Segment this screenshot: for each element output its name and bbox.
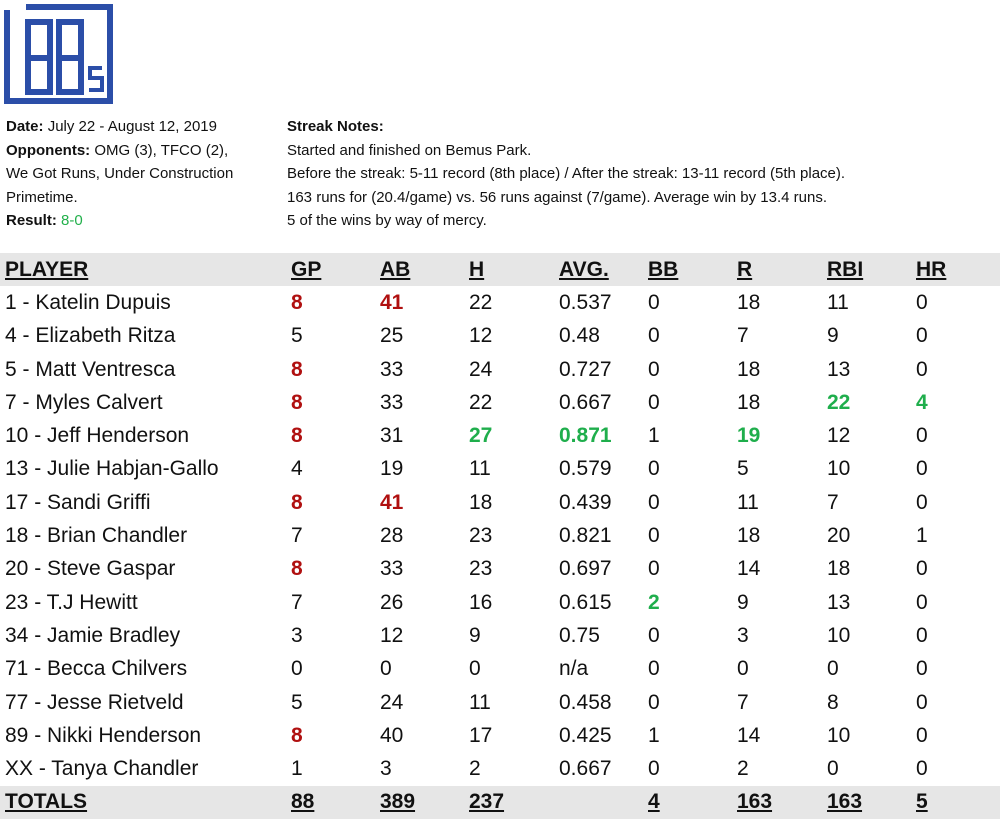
stat-cell-hr: 0 — [916, 357, 928, 381]
stat-cell-avg: 0.458 — [559, 690, 612, 714]
player-stats-table — [0, 253, 1000, 819]
stat-cell-hr: 0 — [916, 324, 928, 348]
stat-cell-hr: 0 — [916, 424, 928, 448]
player-name-cell: 71 - Becca Chilvers — [5, 657, 188, 681]
stat-cell-bb: 0 — [648, 390, 660, 414]
stat-cell-ab: 19 — [380, 457, 404, 481]
stat-cell-hr: 0 — [916, 490, 928, 514]
player-name-cell: 10 - Jeff Henderson — [5, 424, 190, 448]
column-header-ab: AB — [380, 257, 411, 281]
stat-cell-avg: 0.48 — [559, 324, 600, 348]
stat-cell-ab: 3 — [380, 757, 392, 781]
stat-cell-avg: 0.871 — [559, 424, 612, 448]
opponents-line — [6, 139, 282, 163]
total-cell-r: 163 — [737, 790, 773, 814]
streak-note: Started and finished on Bemus Park. — [287, 141, 532, 159]
stat-cell-ab: 24 — [380, 690, 404, 714]
stat-cell-r: 2 — [737, 757, 749, 781]
stat-cell-ab: 28 — [380, 524, 404, 548]
stat-cell-ab: 41 — [380, 490, 404, 514]
stat-cell-hr: 0 — [916, 590, 928, 614]
stat-cell-bb: 0 — [648, 690, 660, 714]
table-header-row — [0, 253, 1000, 286]
stat-cell-h: 16 — [469, 590, 493, 614]
total-cell-h: 237 — [469, 790, 505, 814]
player-name-cell: 23 - T.J Hewitt — [5, 590, 138, 614]
player-name-cell: XX - Tanya Chandler — [5, 757, 199, 781]
stat-cell-bb: 0 — [648, 290, 660, 314]
table-row — [0, 286, 1000, 319]
team-logo-icon — [4, 4, 116, 104]
stat-cell-h: 24 — [469, 357, 493, 381]
table-row — [0, 353, 1000, 386]
stat-cell-rbi: 10 — [827, 723, 851, 747]
stat-cell-r: 3 — [737, 623, 749, 647]
stat-cell-avg: 0.439 — [559, 490, 612, 514]
stat-cell-h: 9 — [469, 623, 481, 647]
column-header-bb: BB — [648, 257, 679, 281]
stat-cell-h: 23 — [469, 524, 493, 548]
stat-cell-rbi: 10 — [827, 457, 851, 481]
column-header-gp: GP — [291, 257, 322, 281]
stat-cell-h: 0 — [469, 657, 481, 681]
stat-cell-gp: 4 — [291, 457, 303, 481]
streak-notes — [287, 115, 987, 233]
streak-note: 5 of the wins by way of mercy. — [287, 212, 487, 229]
stat-cell-bb: 0 — [648, 490, 660, 514]
date-value: July 22 - August 12, 2019 — [47, 118, 217, 135]
table-row — [0, 486, 1000, 519]
opponents-line-3: Primetime. — [6, 188, 78, 206]
column-header-hr: HR — [916, 257, 947, 281]
table-row — [0, 553, 1000, 586]
column-header-rbi: RBI — [827, 257, 864, 281]
total-cell-bb: 4 — [648, 790, 660, 814]
opponents-value: OMG (3), TFCO (2), — [94, 141, 229, 159]
stat-cell-hr: 1 — [916, 524, 928, 548]
stat-cell-gp: 8 — [291, 290, 303, 314]
stat-cell-rbi: 7 — [827, 490, 839, 514]
stat-cell-avg: 0.425 — [559, 723, 612, 747]
stat-cell-rbi: 11 — [827, 290, 849, 314]
stat-cell-gp: 1 — [291, 757, 303, 781]
stat-cell-r: 7 — [737, 324, 749, 348]
table-row — [0, 752, 1000, 785]
table-row — [0, 719, 1000, 752]
stat-cell-hr: 0 — [916, 623, 928, 647]
stat-cell-rbi: 9 — [827, 324, 839, 348]
stat-cell-rbi: 22 — [827, 390, 851, 414]
table-row — [0, 619, 1000, 652]
date-line — [6, 115, 282, 139]
stat-cell-h: 18 — [469, 490, 493, 514]
date-label: Date: — [6, 118, 44, 135]
stat-cell-rbi: 0 — [827, 757, 839, 781]
stat-cell-gp: 7 — [291, 524, 303, 548]
stat-cell-avg: 0.579 — [559, 457, 612, 481]
table-row — [0, 653, 1000, 686]
stat-cell-h: 11 — [469, 690, 491, 714]
stat-cell-gp: 8 — [291, 357, 303, 381]
stat-cell-bb: 0 — [648, 457, 660, 481]
stat-cell-ab: 12 — [380, 623, 404, 647]
table-row — [0, 453, 1000, 486]
table-row — [0, 320, 1000, 353]
stat-cell-rbi: 13 — [827, 357, 851, 381]
stat-cell-ab: 0 — [380, 657, 392, 681]
stat-cell-r: 5 — [737, 457, 749, 481]
stat-cell-gp: 8 — [291, 723, 303, 747]
table-row — [0, 386, 1000, 419]
stat-cell-r: 18 — [737, 524, 761, 548]
stat-cell-rbi: 8 — [827, 690, 839, 714]
result-label: Result: — [6, 212, 57, 229]
table-row — [0, 419, 1000, 452]
column-header-avg: AVG. — [559, 257, 609, 281]
stat-cell-hr: 4 — [916, 390, 928, 414]
stat-cell-bb: 0 — [648, 757, 660, 781]
total-cell-rbi: 163 — [827, 790, 863, 814]
stat-cell-bb: 0 — [648, 557, 660, 581]
stat-cell-h: 22 — [469, 290, 493, 314]
stat-cell-avg: 0.821 — [559, 524, 612, 548]
stat-cell-bb: 0 — [648, 657, 660, 681]
stat-cell-ab: 33 — [380, 390, 404, 414]
stat-cell-rbi: 18 — [827, 557, 851, 581]
stat-cell-avg: n/a — [559, 657, 589, 681]
stat-cell-bb: 0 — [648, 623, 660, 647]
stat-cell-avg: 0.697 — [559, 557, 612, 581]
stat-cell-h: 2 — [469, 757, 481, 781]
stat-cell-avg: 0.537 — [559, 290, 612, 314]
stat-cell-bb: 0 — [648, 357, 660, 381]
stat-cell-r: 0 — [737, 657, 749, 681]
player-name-cell: 7 - Myles Calvert — [5, 390, 163, 414]
streak-notes-title: Streak Notes: — [287, 118, 384, 135]
stat-cell-gp: 7 — [291, 590, 303, 614]
totals-row — [0, 786, 1000, 819]
stat-cell-ab: 25 — [380, 324, 404, 348]
stat-cell-ab: 41 — [380, 290, 404, 314]
stat-cell-gp: 8 — [291, 424, 303, 448]
opponents-label: Opponents: — [6, 141, 91, 159]
total-cell-ab: 389 — [380, 790, 416, 814]
stat-cell-avg: 0.667 — [559, 757, 612, 781]
stat-cell-h: 11 — [469, 457, 491, 481]
stat-cell-ab: 31 — [380, 424, 404, 448]
stat-cell-h: 27 — [469, 424, 493, 448]
stat-cell-ab: 33 — [380, 557, 404, 581]
stat-cell-hr: 0 — [916, 457, 928, 481]
stat-cell-r: 19 — [737, 424, 761, 448]
opponents-line-2: We Got Runs, Under Construction — [6, 165, 234, 182]
stat-cell-h: 23 — [469, 557, 493, 581]
stat-cell-bb: 1 — [648, 723, 660, 747]
stat-cell-gp: 3 — [291, 623, 303, 647]
stat-cell-ab: 40 — [380, 723, 404, 747]
column-header-player: PLAYER — [5, 257, 89, 281]
player-name-cell: 89 - Nikki Henderson — [5, 723, 202, 747]
stat-cell-hr: 0 — [916, 723, 928, 747]
stat-cell-bb: 0 — [648, 324, 660, 348]
stat-cell-ab: 26 — [380, 590, 404, 614]
player-name-cell: 4 - Elizabeth Ritza — [5, 324, 176, 348]
stat-cell-hr: 0 — [916, 757, 928, 781]
player-name-cell: 1 - Katelin Dupuis — [5, 290, 171, 314]
stat-cell-avg: 0.727 — [559, 357, 612, 381]
stat-cell-gp: 0 — [291, 657, 303, 681]
stat-cell-rbi: 0 — [827, 657, 839, 681]
stat-cell-h: 17 — [469, 723, 493, 747]
result-line — [6, 209, 282, 233]
stat-cell-avg: 0.75 — [559, 623, 600, 647]
result-value: 8-0 — [61, 212, 83, 229]
stat-cell-r: 14 — [737, 557, 761, 581]
player-name-cell: 77 - Jesse Rietveld — [5, 690, 184, 714]
stat-cell-rbi: 12 — [827, 424, 851, 448]
stat-cell-hr: 0 — [916, 290, 928, 314]
stat-cell-rbi: 13 — [827, 590, 851, 614]
stat-cell-avg: 0.615 — [559, 590, 612, 614]
stat-cell-h: 22 — [469, 390, 493, 414]
stat-cell-gp: 5 — [291, 324, 303, 348]
total-cell-gp: 88 — [291, 790, 315, 814]
stat-cell-r: 18 — [737, 357, 761, 381]
player-name-cell: 34 - Jamie Bradley — [5, 623, 181, 647]
streak-note: Before the streak: 5-11 record (8th place) / After the streak: 13-11 record (5th place). — [287, 165, 846, 182]
stat-cell-bb: 1 — [648, 424, 660, 448]
stat-cell-bb: 2 — [648, 590, 660, 614]
table-row — [0, 586, 1000, 619]
streak-note: 163 runs for (20.4/game) vs. 56 runs against (7/game). Average win by 13.4 runs. — [287, 188, 828, 206]
totals-label: TOTALS — [5, 790, 88, 814]
stat-cell-r: 9 — [737, 590, 749, 614]
table-row — [0, 519, 1000, 552]
stat-cell-rbi: 20 — [827, 524, 851, 548]
stat-cell-r: 14 — [737, 723, 761, 747]
player-name-cell: 13 - Julie Habjan-Gallo — [5, 457, 219, 481]
column-header-h: H — [469, 257, 485, 281]
player-name-cell: 5 - Matt Ventresca — [5, 357, 176, 381]
stat-cell-gp: 8 — [291, 490, 303, 514]
player-name-cell: 17 - Sandi Griffi — [5, 490, 151, 514]
stat-cell-r: 18 — [737, 290, 761, 314]
stat-cell-r: 11 — [737, 490, 759, 514]
stat-cell-r: 18 — [737, 390, 761, 414]
stat-cell-bb: 0 — [648, 524, 660, 548]
stat-cell-ab: 33 — [380, 357, 404, 381]
table-row — [0, 686, 1000, 719]
stat-cell-avg: 0.667 — [559, 390, 612, 414]
stat-cell-rbi: 10 — [827, 623, 851, 647]
player-name-cell: 20 - Steve Gaspar — [5, 557, 176, 581]
stat-cell-r: 7 — [737, 690, 749, 714]
stat-cell-gp: 8 — [291, 390, 303, 414]
total-cell-avg — [554, 786, 643, 819]
stat-cell-hr: 0 — [916, 657, 928, 681]
stat-cell-gp: 5 — [291, 690, 303, 714]
stat-cell-gp: 8 — [291, 557, 303, 581]
stat-cell-hr: 0 — [916, 557, 928, 581]
total-cell-hr: 5 — [916, 790, 928, 814]
game-info — [6, 115, 282, 233]
stat-cell-h: 12 — [469, 324, 493, 348]
column-header-r: R — [737, 257, 753, 281]
player-name-cell: 18 - Brian Chandler — [5, 524, 188, 548]
stat-cell-hr: 0 — [916, 690, 928, 714]
